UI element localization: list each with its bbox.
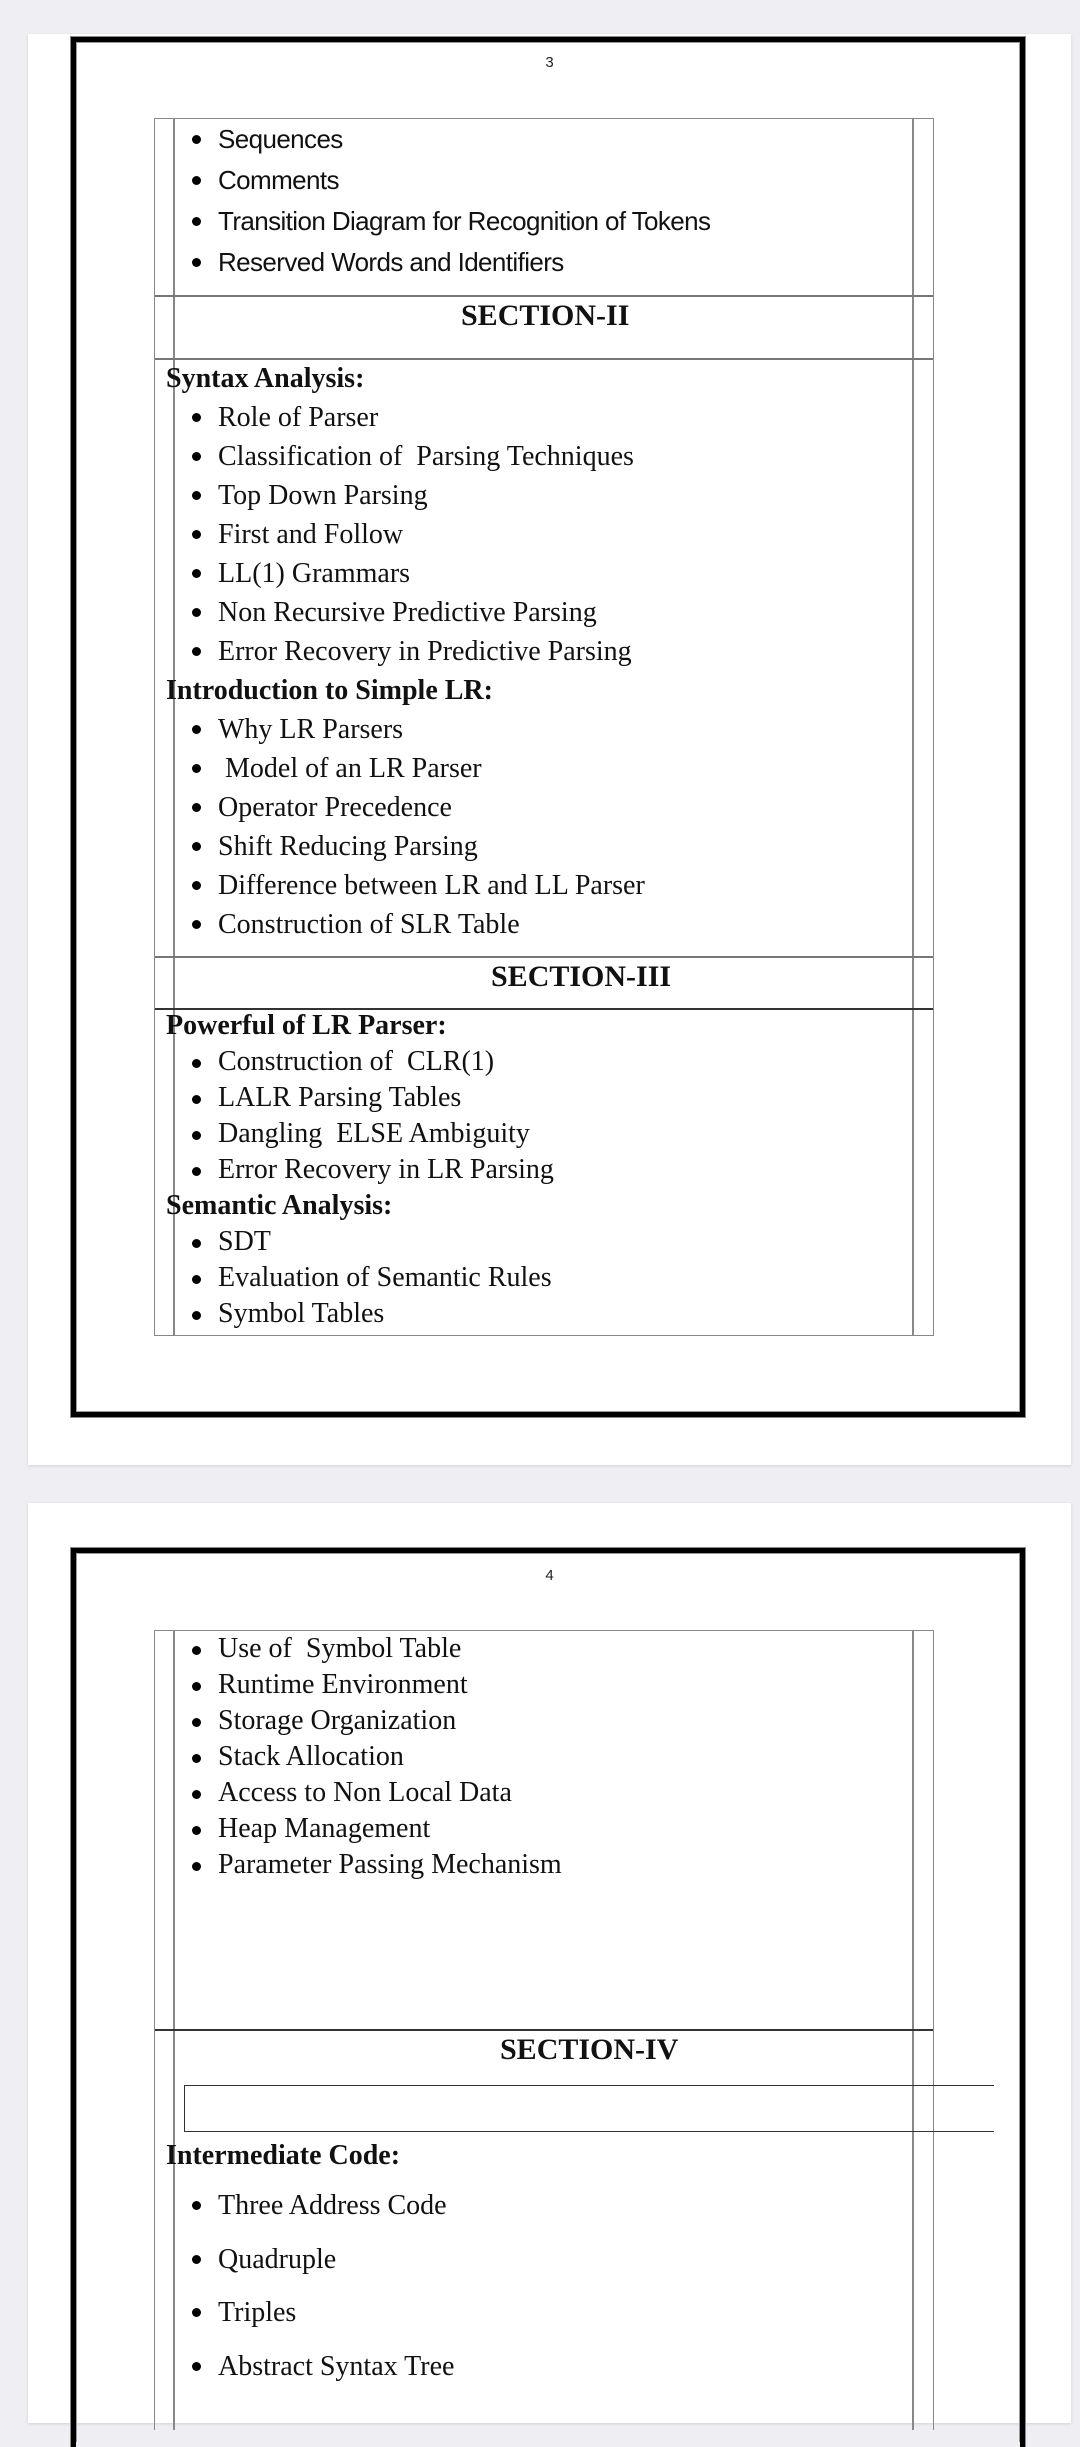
syllabus-table	[154, 1630, 934, 2430]
list-item: Role of Parser	[155, 398, 933, 437]
list-item: Construction of SLR Table	[155, 905, 933, 944]
document-page-3	[28, 34, 1071, 1465]
list-item: Three Address Code	[155, 2179, 933, 2233]
list-item: Transition Diagram for Recognition of Tokens	[155, 201, 933, 242]
list-item: Non Recursive Predictive Parsing	[155, 593, 933, 632]
list-item: Error Recovery in Predictive Parsing	[155, 632, 933, 671]
list-item: Reserved Words and Identifiers	[155, 242, 933, 283]
list-item: Abstract Syntax Tree	[155, 2340, 933, 2394]
list-item: Construction of CLR(1)	[155, 1044, 933, 1080]
list-item: Use of Symbol Table	[155, 1631, 933, 1667]
list-item: Classification of Parsing Techniques	[155, 437, 933, 476]
section-title-2: SECTION-II	[461, 299, 630, 332]
row-divider	[155, 956, 933, 958]
topic-list	[155, 710, 933, 944]
list-item: Runtime Environment	[155, 1667, 933, 1703]
section-title-4: SECTION-IV	[500, 2033, 679, 2066]
continued-topic-list	[155, 1631, 933, 1883]
list-item: Triples	[155, 2286, 933, 2340]
list-item: Evaluation of Semantic Rules	[155, 1260, 933, 1296]
topic-list	[155, 398, 933, 671]
list-item: Access to Non Local Data	[155, 1775, 933, 1811]
list-item: Heap Management	[155, 1811, 933, 1847]
topic-list	[155, 1224, 933, 1332]
list-item: Shift Reducing Parsing	[155, 827, 933, 866]
section-title-3: SECTION-III	[491, 960, 672, 993]
list-item: First and Follow	[155, 515, 933, 554]
list-item: Why LR Parsers	[155, 710, 933, 749]
list-item: LALR Parsing Tables	[155, 1080, 933, 1116]
page-number: 4	[545, 1567, 554, 1584]
list-item: Sequences	[155, 119, 933, 160]
list-item: Quadruple	[155, 2233, 933, 2287]
topic-heading: Introduction to Simple LR:	[166, 675, 493, 706]
list-item: SDT	[155, 1224, 933, 1260]
document-page-4	[28, 1503, 1071, 2423]
topic-heading: Intermediate Code:	[166, 2140, 401, 2171]
list-item: Dangling ELSE Ambiguity	[155, 1116, 933, 1152]
list-item: Operator Precedence	[155, 788, 933, 827]
list-item: Top Down Parsing	[155, 476, 933, 515]
section-2-content	[155, 359, 933, 944]
topic-heading: Powerful of LR Parser:	[166, 1010, 447, 1041]
list-item: Stack Allocation	[155, 1739, 933, 1775]
list-item: Error Recovery in LR Parsing	[155, 1152, 933, 1188]
list-item: Parameter Passing Mechanism	[155, 1847, 933, 1883]
row-divider	[155, 2029, 933, 2031]
list-item: Storage Organization	[155, 1703, 933, 1739]
continued-topics-cell	[155, 119, 933, 283]
list-item: Comments	[155, 160, 933, 201]
list-item: Difference between LR and LL Parser	[155, 866, 933, 905]
section-4-content	[155, 2133, 933, 2393]
row-divider	[155, 295, 933, 297]
topic-list	[155, 2179, 933, 2393]
list-item: Model of an LR Parser	[155, 749, 933, 788]
topic-heading: Semantic Analysis:	[166, 1190, 393, 1221]
topic-list	[155, 1044, 933, 1188]
continued-topics-cell	[155, 1631, 933, 1883]
continued-topic-list	[155, 119, 933, 283]
empty-text-box	[184, 2085, 994, 2132]
section-3-content	[155, 1007, 933, 1332]
page-number: 3	[545, 54, 554, 71]
topic-heading: Syntax Analysis:	[166, 363, 365, 394]
list-item: LL(1) Grammars	[155, 554, 933, 593]
list-item: Symbol Tables	[155, 1296, 933, 1332]
syllabus-table	[154, 118, 934, 1336]
